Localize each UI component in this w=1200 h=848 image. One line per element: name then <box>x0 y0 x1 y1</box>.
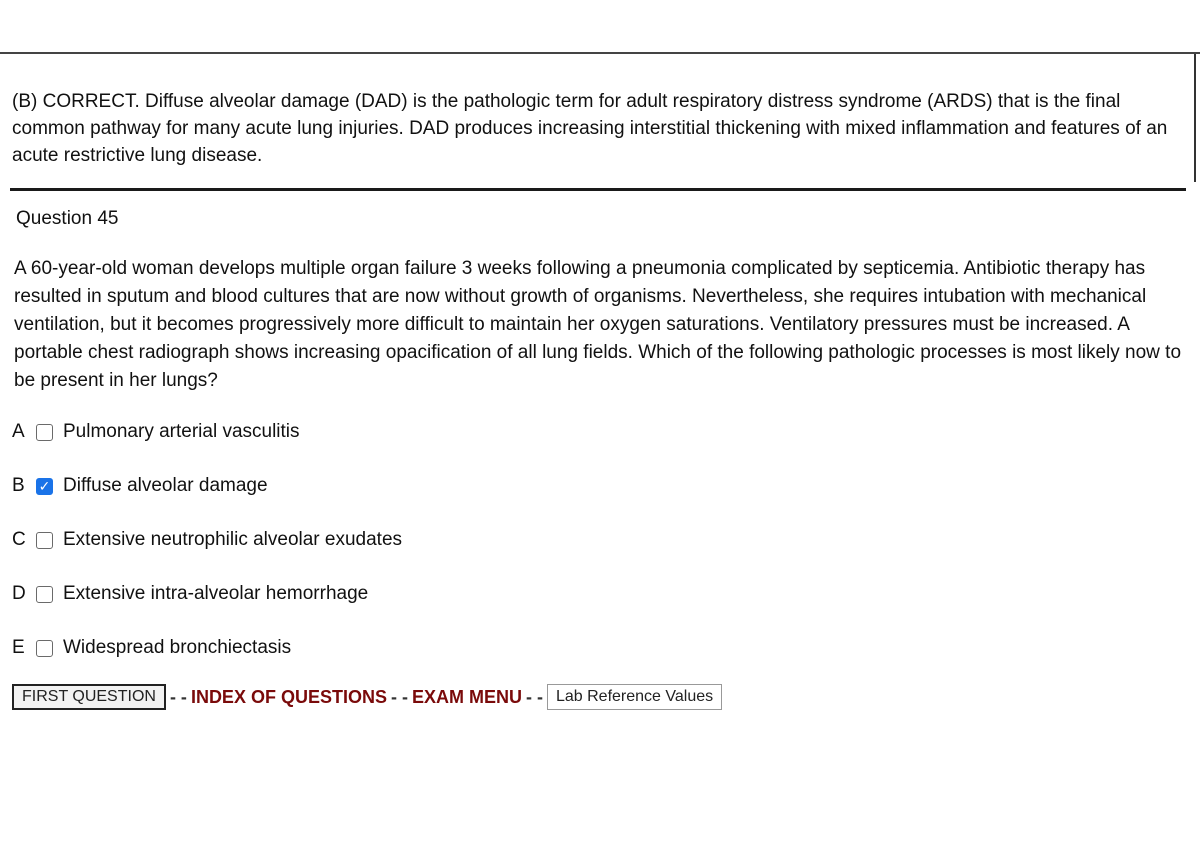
nav-separator: - - <box>390 686 408 707</box>
option-a-checkbox[interactable] <box>36 424 53 441</box>
option-text: Extensive intra-alveolar hemorrhage <box>63 583 369 604</box>
option-c[interactable] <box>12 525 402 555</box>
option-letter: C <box>12 529 26 550</box>
option-b[interactable] <box>12 471 402 501</box>
answer-options <box>12 417 402 687</box>
lab-reference-values-button[interactable]: Lab Reference Values <box>547 684 722 710</box>
section-divider <box>10 188 1186 191</box>
option-letter: E <box>12 637 25 658</box>
nav-separator: - - <box>525 686 543 707</box>
answer-explanation: (B) CORRECT. Diffuse alveolar damage (DAD) is the pathologic term for adult respiratory distress syndrome (ARDS) that is the final common pathway for many acute lung injuries. DAD produces increasing interstitial thickening with mixed inflammation and features of an acute restrictive lung disease. <box>12 91 1168 166</box>
option-text: Extensive neutrophilic alveolar exudates <box>63 529 403 550</box>
option-letter: B <box>12 475 25 496</box>
nav-separator: - - <box>169 686 187 707</box>
option-c-checkbox[interactable] <box>36 532 53 549</box>
index-of-questions-link[interactable]: INDEX OF QUESTIONS <box>190 686 387 707</box>
option-text: Widespread bronchiectasis <box>63 637 292 658</box>
option-d-checkbox[interactable] <box>36 586 53 603</box>
option-e[interactable] <box>12 633 402 663</box>
question-number: Question 45 <box>16 208 119 229</box>
option-d[interactable] <box>12 579 402 609</box>
option-a[interactable] <box>12 417 402 447</box>
option-text: Diffuse alveolar damage <box>63 475 268 496</box>
option-letter: A <box>12 421 25 442</box>
option-b-checkbox[interactable] <box>36 478 53 495</box>
exam-menu-link[interactable]: EXAM MENU <box>411 686 522 707</box>
option-e-checkbox[interactable] <box>36 640 53 657</box>
check-icon: ✓ <box>38 478 51 494</box>
question-stem: A 60-year-old woman develops multiple organ failure 3 weeks following a pneumonia complicated by septicemia. Antibiotic therapy has resulted in sputum and blood cultures that are now without growth of organisms. Nevertheless, she requires intubation with mechanical ventilation, but it becomes progressively more difficult to maintain her oxygen saturations. Ventilatory pressures must be increased. A portable chest radiograph shows increasing opacification of all lung fields. Which of the following pathologic processes is most likely now to be present in her lungs? <box>14 258 1182 391</box>
first-question-button[interactable]: FIRST QUESTION <box>12 684 166 710</box>
navigation-bar <box>12 684 722 710</box>
option-text: Pulmonary arterial vasculitis <box>63 421 300 442</box>
option-letter: D <box>12 583 26 604</box>
